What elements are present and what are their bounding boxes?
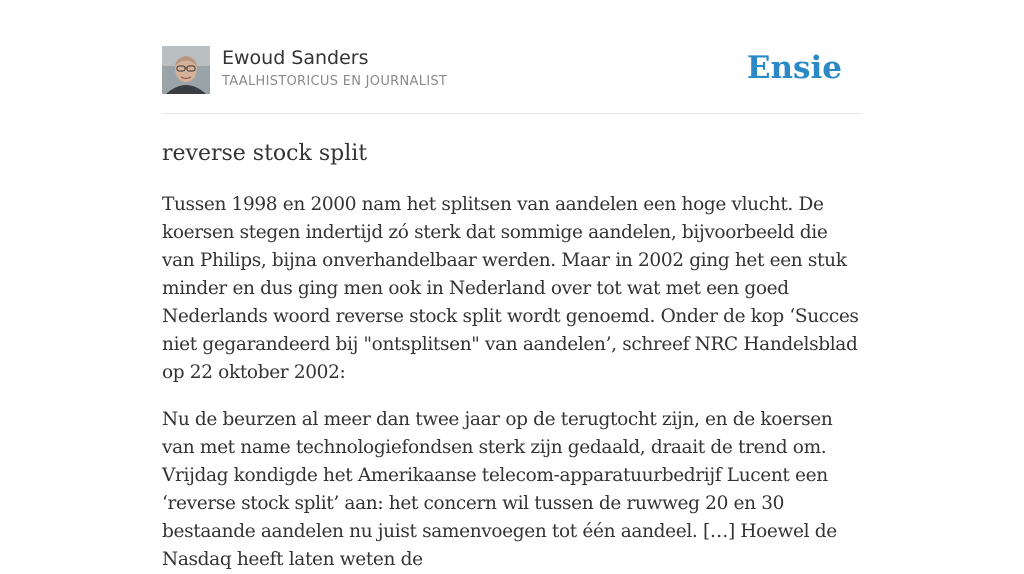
avatar[interactable] bbox=[162, 46, 210, 94]
article-container bbox=[162, 46, 862, 574]
article-paragraph-2: Nu de beurzen al meer dan twee jaar op de terugtocht zijn, en de koersen van met name technologiefondsen sterk zijn gedaald, draait de trend om. Vrijdag kondigde het Amerikaanse telecom-apparatuurbedrijf Lucent een ‘reverse stock split’ aan: het concern wil tussen de ruwweg 20 en 30 bestaande aandelen nu juist samenvoegen tot één aandeel. […] Hoewel de Nasdaq heeft laten weten de bbox=[162, 409, 837, 570]
author-header bbox=[162, 46, 862, 114]
brand-logo[interactable]: Ensie bbox=[746, 50, 842, 86]
article-paragraph-1: Tussen 1998 en 2000 nam het splitsen van aandelen een hoge vlucht. De koersen stegen indertijd zó sterk dat sommige aandelen, bijvoorbeeld die van Philips, bijna onverhandelbaar werden. Maar in 2002 ging het een stuk minder en dus ging men ook in Nederland over tot wat met een goed Nederlands woord reverse stock split wordt genoemd. Onder de kop ‘Succes niet gegarandeerd bij "ontsplitsen" van aandelen’, schreef NRC Handelsblad op 22 oktober 2002: bbox=[162, 194, 859, 383]
author-name[interactable]: Ewoud Sanders bbox=[222, 47, 369, 69]
article-title: reverse stock split bbox=[162, 141, 368, 166]
author-role: TAALHISTORICUS EN JOURNALIST bbox=[222, 74, 448, 89]
